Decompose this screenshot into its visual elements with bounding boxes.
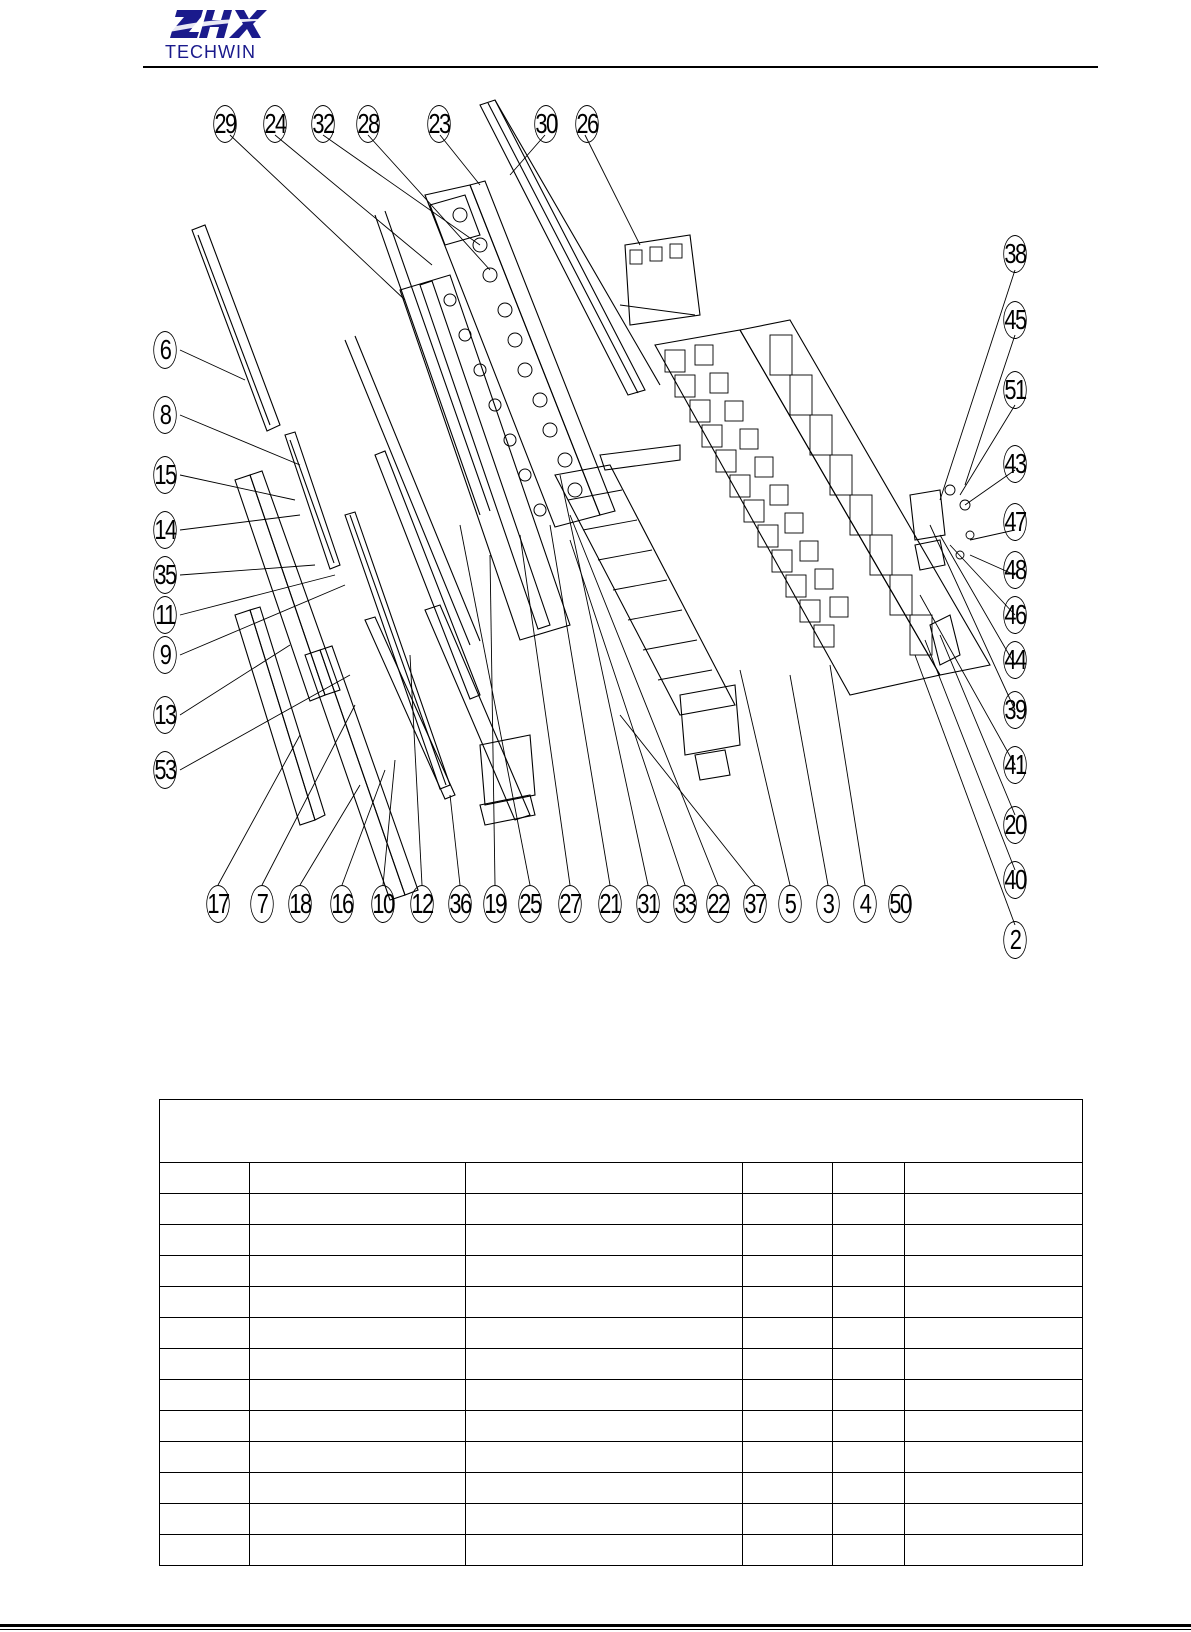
- callout-19: 19: [483, 885, 506, 923]
- callout-41: 41: [1003, 746, 1026, 784]
- callout-2: 2: [1003, 921, 1026, 959]
- callout-32: 32: [311, 105, 334, 143]
- table-cell: [249, 1535, 465, 1566]
- callout-45: 45: [1003, 301, 1026, 339]
- table-cell: [160, 1504, 250, 1535]
- callout-13: 13: [153, 696, 176, 734]
- footer-rule: [0, 1624, 1191, 1627]
- table-cell: [905, 1256, 1083, 1287]
- table-row: [160, 1535, 1083, 1566]
- table-cell: [160, 1380, 250, 1411]
- table-cell: [905, 1194, 1083, 1225]
- callout-50: 50: [888, 885, 911, 923]
- table-cell: [905, 1225, 1083, 1256]
- callout-40: 40: [1003, 861, 1026, 899]
- table-cell: [743, 1380, 833, 1411]
- callout-51: 51: [1003, 371, 1026, 409]
- logo-text: TECHWIN: [165, 42, 256, 62]
- callout-23: 23: [427, 105, 450, 143]
- callout-20: 20: [1003, 806, 1026, 844]
- callout-18: 18: [288, 885, 311, 923]
- table-cell: [249, 1411, 465, 1442]
- assembly-lines: [150, 95, 1080, 1015]
- table-cell: [249, 1287, 465, 1318]
- callout-27: 27: [558, 885, 581, 923]
- table-cell: [465, 1194, 743, 1225]
- table-row: [160, 1349, 1083, 1380]
- table-row: [160, 1380, 1083, 1411]
- table-cell: [743, 1411, 833, 1442]
- callout-30: 30: [534, 105, 557, 143]
- callout-47: 47: [1003, 503, 1026, 541]
- table-row: [160, 1504, 1083, 1535]
- table-cell: [743, 1442, 833, 1473]
- table-cell: [249, 1504, 465, 1535]
- table-cell: [833, 1535, 905, 1566]
- company-logo: [165, 6, 285, 62]
- table-cell: [160, 1411, 250, 1442]
- table-cell: [160, 1349, 250, 1380]
- table-row: [160, 1442, 1083, 1473]
- table-cell: [743, 1163, 833, 1194]
- table-cell: [465, 1411, 743, 1442]
- callout-29: 29: [213, 105, 236, 143]
- table-cell: [905, 1318, 1083, 1349]
- callout-9: 9: [153, 636, 176, 674]
- table-cell: [905, 1442, 1083, 1473]
- table-cell: [743, 1256, 833, 1287]
- table-cell: [249, 1163, 465, 1194]
- callout-5: 5: [778, 885, 801, 923]
- callout-37: 37: [743, 885, 766, 923]
- table-cell: [160, 1473, 250, 1504]
- callout-48: 48: [1003, 551, 1026, 589]
- table-cell: [465, 1163, 743, 1194]
- table-cell: [249, 1318, 465, 1349]
- callout-38: 38: [1003, 235, 1026, 273]
- table-cell: [833, 1318, 905, 1349]
- table-cell: [743, 1504, 833, 1535]
- table-cell: [743, 1194, 833, 1225]
- table-cell: [833, 1349, 905, 1380]
- callout-17: 17: [206, 885, 229, 923]
- callout-43: 43: [1003, 445, 1026, 483]
- table-cell: [833, 1380, 905, 1411]
- table-row: [160, 1194, 1083, 1225]
- callout-12: 12: [410, 885, 433, 923]
- table-row: [160, 1287, 1083, 1318]
- callout-10: 10: [371, 885, 394, 923]
- table-cell: [905, 1380, 1083, 1411]
- table-title: [160, 1100, 1083, 1163]
- table-cell: [833, 1163, 905, 1194]
- table-cell: [743, 1225, 833, 1256]
- parts-list-table: [159, 1099, 1083, 1566]
- table-cell: [160, 1225, 250, 1256]
- table-row: [160, 1411, 1083, 1442]
- table-cell: [249, 1442, 465, 1473]
- table-cell: [249, 1473, 465, 1504]
- table-cell: [465, 1287, 743, 1318]
- table-cell: [743, 1287, 833, 1318]
- callout-6: 6: [153, 331, 176, 369]
- callout-16: 16: [330, 885, 353, 923]
- table-cell: [905, 1411, 1083, 1442]
- callout-11: 11: [153, 596, 176, 634]
- table-cell: [743, 1349, 833, 1380]
- table-row: [160, 1256, 1083, 1287]
- callout-14: 14: [153, 511, 176, 549]
- table-cell: [465, 1349, 743, 1380]
- table-cell: [249, 1194, 465, 1225]
- callout-25: 25: [518, 885, 541, 923]
- table-cell: [249, 1380, 465, 1411]
- table-cell: [465, 1473, 743, 1504]
- table-cell: [465, 1318, 743, 1349]
- table-cell: [743, 1535, 833, 1566]
- table-cell: [833, 1473, 905, 1504]
- table-cell: [833, 1194, 905, 1225]
- table-cell: [465, 1256, 743, 1287]
- table-cell: [743, 1473, 833, 1504]
- callout-28: 28: [356, 105, 379, 143]
- callout-33: 33: [673, 885, 696, 923]
- table-cell: [465, 1380, 743, 1411]
- table-cell: [465, 1535, 743, 1566]
- table-row: [160, 1473, 1083, 1504]
- table-cell: [160, 1287, 250, 1318]
- table-cell: [833, 1504, 905, 1535]
- exploded-assembly-drawing: [150, 95, 1080, 1015]
- table-cell: [465, 1442, 743, 1473]
- table-cell: [160, 1163, 250, 1194]
- callout-21: 21: [598, 885, 621, 923]
- table-cell: [160, 1535, 250, 1566]
- table-row: [160, 1318, 1083, 1349]
- callout-31: 31: [636, 885, 659, 923]
- header-rule: [143, 66, 1098, 68]
- zhx-logo-mark: [165, 6, 285, 62]
- callout-22: 22: [706, 885, 729, 923]
- callout-15: 15: [153, 456, 176, 494]
- table-cell: [833, 1225, 905, 1256]
- callout-53: 53: [153, 751, 176, 789]
- table-cell: [465, 1504, 743, 1535]
- footer-rule-thin: [0, 1629, 1191, 1630]
- table-cell: [833, 1411, 905, 1442]
- table-cell: [905, 1287, 1083, 1318]
- table-row: [160, 1163, 1083, 1194]
- callout-35: 35: [153, 556, 176, 594]
- table-cell: [249, 1256, 465, 1287]
- table-cell: [160, 1256, 250, 1287]
- table-cell: [833, 1442, 905, 1473]
- table-cell: [905, 1504, 1083, 1535]
- callout-39: 39: [1003, 691, 1026, 729]
- callout-24: 24: [263, 105, 286, 143]
- table-cell: [905, 1473, 1083, 1504]
- callout-26: 26: [575, 105, 598, 143]
- table-cell: [905, 1535, 1083, 1566]
- table-cell: [160, 1194, 250, 1225]
- table-cell: [249, 1349, 465, 1380]
- table-cell: [905, 1163, 1083, 1194]
- callout-3: 3: [816, 885, 839, 923]
- table-cell: [833, 1287, 905, 1318]
- table-cell: [160, 1442, 250, 1473]
- table-cell: [465, 1225, 743, 1256]
- table-cell: [833, 1256, 905, 1287]
- callout-44: 44: [1003, 641, 1026, 679]
- table-row: [160, 1225, 1083, 1256]
- table-cell: [743, 1318, 833, 1349]
- callout-36: 36: [448, 885, 471, 923]
- callout-8: 8: [153, 396, 176, 434]
- callout-46: 46: [1003, 596, 1026, 634]
- table-cell: [160, 1318, 250, 1349]
- table-cell: [249, 1225, 465, 1256]
- table-cell: [905, 1349, 1083, 1380]
- callout-4: 4: [853, 885, 876, 923]
- callout-7: 7: [250, 885, 273, 923]
